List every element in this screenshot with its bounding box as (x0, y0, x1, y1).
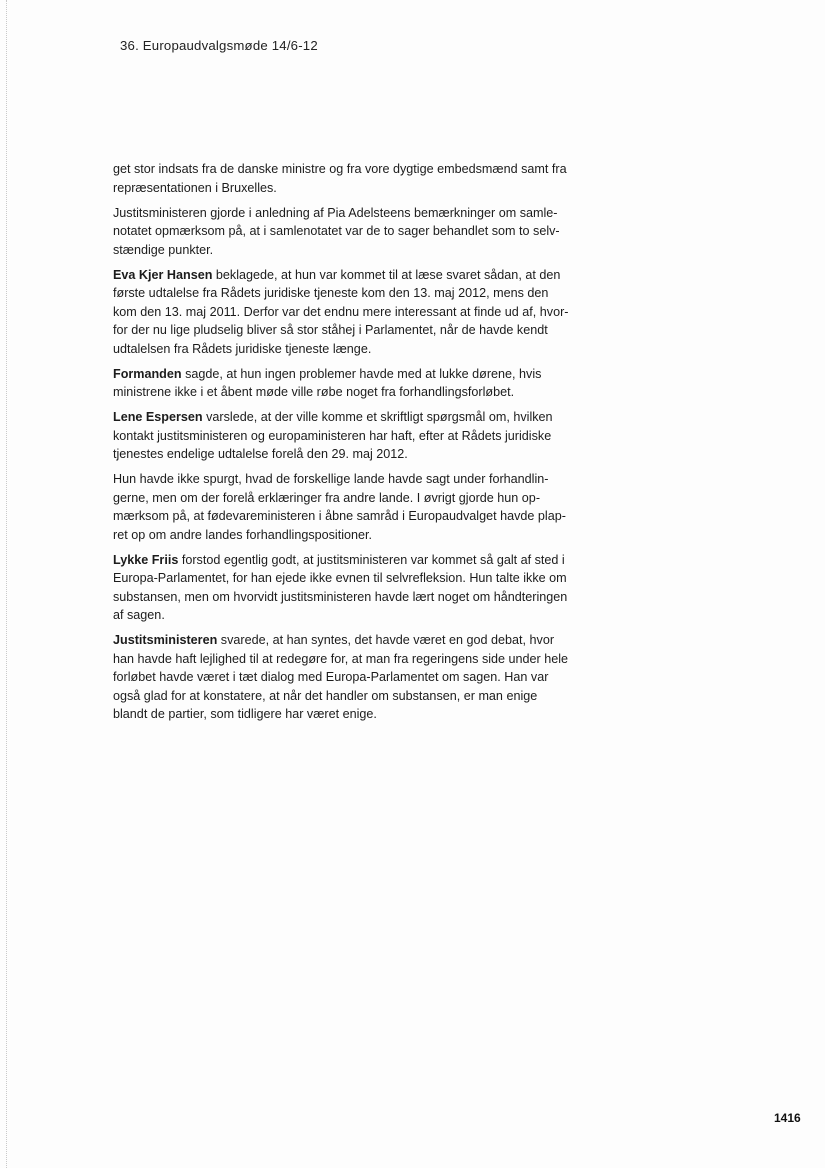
text-line (113, 303, 605, 322)
page-header: 36. Europaudvalgsmøde 14/6-12 (120, 38, 318, 53)
line-text: kom den 13. maj 2011. Derfor var det endnu mere interessant at finde ud af, hvor- (113, 304, 569, 319)
line-text: beklagede, at hun var kommet til at læse svaret sådan, at den (212, 267, 561, 282)
text-line (113, 507, 605, 526)
line-text: repræsentationen i Bruxelles. (113, 180, 277, 195)
paragraph (113, 551, 605, 625)
text-line (113, 321, 605, 340)
document-body (113, 160, 605, 730)
text-line (113, 365, 605, 384)
text-line (113, 284, 605, 303)
text-line (113, 383, 605, 402)
text-line (113, 204, 605, 223)
line-text: udtalelsen fra Rådets juridiske tjeneste længe. (113, 341, 372, 356)
line-text: substansen, men om hvorvidt justitsministeren havde lært noget om håndteringen (113, 589, 568, 604)
speaker-name: Formanden (113, 366, 182, 381)
line-text: Hun havde ikke spurgt, hvad de forskellige lande havde sagt under forhandlin- (113, 472, 549, 486)
paragraph (113, 204, 605, 260)
text-line (113, 222, 605, 241)
paragraph (113, 408, 605, 464)
text-line (113, 241, 605, 260)
text-line (113, 705, 605, 724)
line-text: kontakt justitsministeren og europaministeren har haft, efter at Rådets juridiske (113, 428, 552, 443)
paragraph (113, 470, 605, 544)
line-text: ret op om andre landes forhandlingspositioner. (113, 527, 373, 542)
line-text: notatet opmærksom på, at i samlenotatet var de to sager behandlet som to selv- (113, 224, 560, 238)
text-line (113, 266, 605, 285)
line-text: Justitsministeren gjorde i anledning af Pia Adelsteens bemærkninger om samle- (113, 205, 558, 220)
text-line (113, 179, 605, 198)
line-text: varslede, at der ville komme et skriftligt spørgsmål om, hvilken (202, 410, 553, 424)
text-line (113, 588, 605, 607)
speaker-name: Eva Kjer Hansen (113, 267, 213, 282)
scan-edge-line (6, 0, 7, 1168)
text-line (113, 526, 605, 545)
line-text: Europa-Parlamentet, for han ejede ikke evnen til selvrefleksion. Hun talte ikke om (113, 571, 567, 585)
line-text: han havde haft lejlighed til at redegøre for, at man fra regeringens side under hele (113, 651, 569, 666)
paragraph (113, 365, 605, 402)
line-text: blandt de partier, som tidligere har været enige. (113, 707, 377, 721)
text-line (113, 470, 605, 489)
text-line (113, 631, 605, 650)
line-text: forløbet havde været i tæt dialog med Europa-Parlamentet om sagen. Han var (113, 670, 549, 684)
text-line (113, 551, 605, 570)
text-line (113, 445, 605, 464)
text-line (113, 340, 605, 359)
line-text: mærksom på, at fødevareministeren i åbne samråd i Europaudvalget havde plap- (113, 509, 566, 523)
text-line (113, 668, 605, 687)
line-text: af sagen. (113, 608, 165, 622)
line-text: stændige punkter. (113, 242, 214, 257)
text-line (113, 650, 605, 669)
line-text: gerne, men om der forelå erklæringer fra andre lande. I øvrigt gjorde hun op- (113, 490, 541, 505)
text-line (113, 160, 605, 179)
line-text: for der nu lige pludselig bliver så stor ståhej i Parlamentet, når de havde kendt (113, 323, 548, 337)
speaker-name: Lykke Friis (113, 552, 179, 567)
line-text: tjenestes endelige udtalelse forelå den 29. maj 2012. (113, 447, 408, 461)
text-line (113, 489, 605, 508)
paragraph (113, 266, 605, 359)
text-line (113, 606, 605, 625)
line-text: ministrene ikke i et åbent møde ville røbe noget fra forhandlingsforløbet. (113, 385, 515, 399)
line-text: svarede, at han syntes, det havde været en god debat, hvor (217, 633, 555, 647)
line-text: også glad for at konstatere, at når det handler om substansen, er man enige (113, 688, 538, 703)
text-line (113, 427, 605, 446)
text-line (113, 569, 605, 588)
line-text: get stor indsats fra de danske ministre og fra vore dygtige embedsmænd samt fra (113, 162, 567, 176)
text-line (113, 687, 605, 706)
paragraph (113, 631, 605, 724)
page-number: 1416 (774, 1111, 801, 1125)
line-text: første udtalelse fra Rådets juridiske tjeneste kom den 13. maj 2012, mens den (113, 286, 549, 300)
text-line (113, 408, 605, 427)
speaker-name: Justitsministeren (113, 633, 218, 647)
line-text: sagde, at hun ingen problemer havde med at lukke dørene, hvis (181, 366, 542, 381)
paragraph (113, 160, 605, 197)
speaker-name: Lene Espersen (113, 410, 203, 424)
line-text: forstod egentlig godt, at justitsministeren var kommet så galt af sted i (178, 552, 565, 567)
